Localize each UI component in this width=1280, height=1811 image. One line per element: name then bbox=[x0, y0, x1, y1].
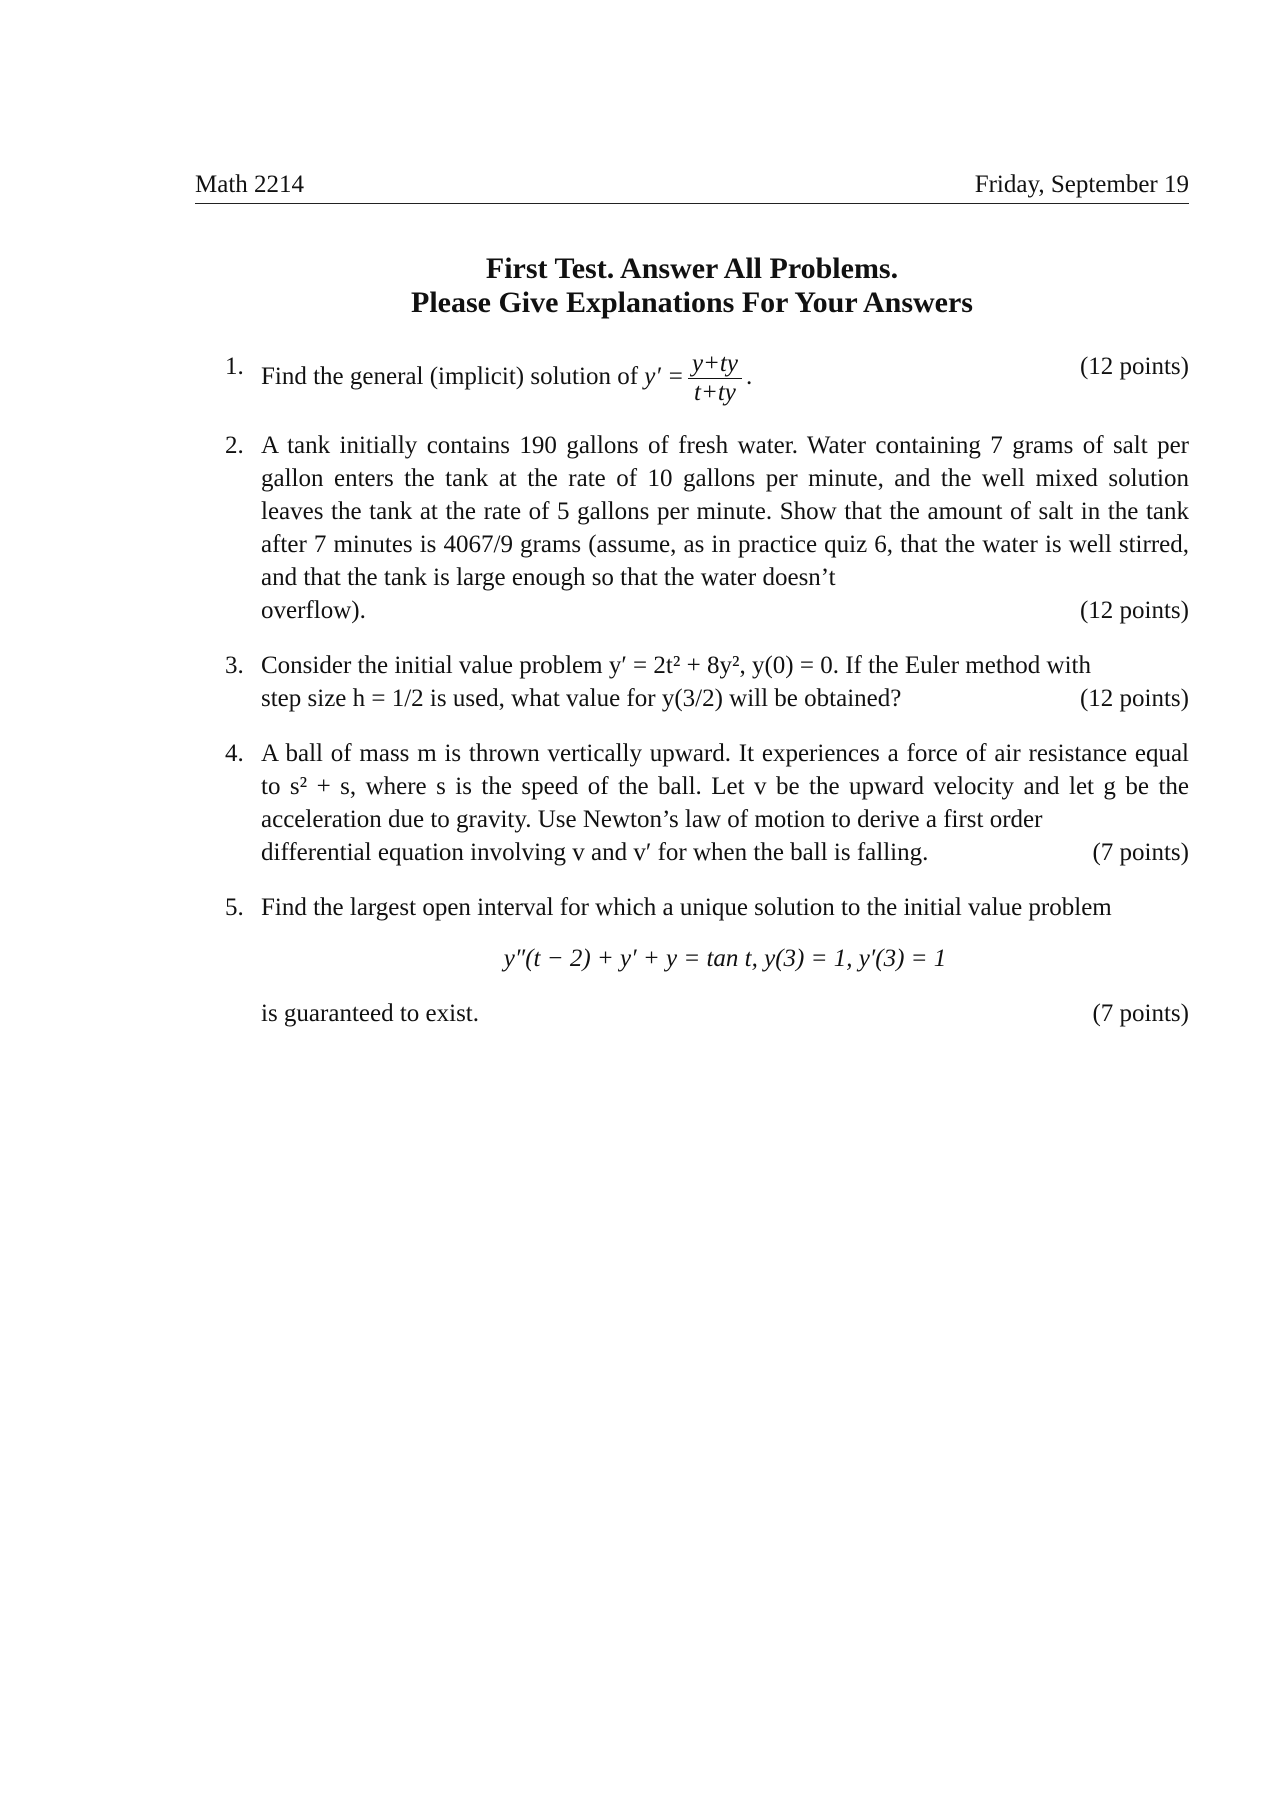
problem-list bbox=[195, 350, 1189, 1052]
problem-text: Consider the initial value problem y′ = 2t² + 8y², y(0) = 0. If the Euler method with bbox=[261, 652, 1091, 679]
problem-text-end: overflow). bbox=[261, 597, 366, 624]
problem-5 bbox=[195, 891, 1189, 1030]
course-name: Math 2214 bbox=[195, 171, 305, 198]
fraction bbox=[688, 350, 742, 407]
problem-number: 5. bbox=[225, 894, 244, 921]
fraction-denominator: t+ty bbox=[694, 379, 736, 406]
problem-points: (7 points) bbox=[1092, 839, 1189, 866]
problem-text: A ball of mass m is thrown vertically upward. It experiences a force of air resistance equal to s² + s, where s is the speed of the ball. Let v be the upward velocity and let g be the acceleration due to gravity. Use Newton’s law of motion to derive a first order bbox=[261, 740, 1189, 833]
problem-text: A tank initially contains 190 gallons of fresh water. Water containing 7 grams of salt per gallon enters the tank at the rate of 10 gallons per minute, and the well mixed solution leaves the tank at the rate of 5 gallons per minute. Show that the amount of salt in the tank after 7 minutes is 4067/9 grams (assume, as in practice quiz 6, that the water is well stirred, and that the tank is large enough so that the water doesn’t bbox=[261, 432, 1189, 591]
problem-text: Find the largest open interval for which a unique solution to the initial value problem bbox=[261, 894, 1112, 921]
problem-text: Find the general (implicit) solution of bbox=[261, 363, 639, 391]
problem-points: (12 points) bbox=[1079, 597, 1189, 624]
problem-2 bbox=[195, 429, 1189, 627]
problem-1: 1. Find the general (implicit) solution of y′ = $\frac{y+ty}{t+ty}$ . (12 points) bbox=[225, 350, 1189, 406]
problem-text-end: differential equation involving v and v′ for when the ball is falling. bbox=[261, 839, 929, 866]
problem-text-end: step size h = 1/2 is used, what value for y(3/2) will be obtained? bbox=[261, 685, 902, 712]
fraction-numerator: y+ty bbox=[688, 350, 742, 379]
problem-number: 3. bbox=[225, 652, 244, 679]
problem-3 bbox=[195, 649, 1189, 715]
equation-lhs: y′ = bbox=[644, 363, 684, 391]
problem-points: (7 points) bbox=[1092, 1000, 1189, 1027]
problem-number: 2. bbox=[225, 432, 244, 459]
problem-number: 4. bbox=[225, 740, 244, 767]
title-line-2: Please Give Explanations For Your Answers bbox=[411, 286, 973, 319]
problem-points: (12 points) bbox=[1079, 685, 1189, 712]
title-line-1: First Test. Answer All Problems. bbox=[485, 252, 899, 285]
problem-4 bbox=[195, 737, 1189, 869]
test-date: Friday, September 19 bbox=[974, 171, 1189, 198]
display-equation: y″(t − 2) + y′ + y = tan t, y(3) = 1, y′(3) = 1 bbox=[503, 945, 947, 972]
problem-points: (12 points) bbox=[1079, 353, 1189, 380]
test-title bbox=[195, 252, 1189, 320]
page-header bbox=[195, 168, 1189, 204]
problem-number: 1. bbox=[225, 353, 244, 380]
problem-text-end: is guaranteed to exist. bbox=[261, 1000, 479, 1027]
